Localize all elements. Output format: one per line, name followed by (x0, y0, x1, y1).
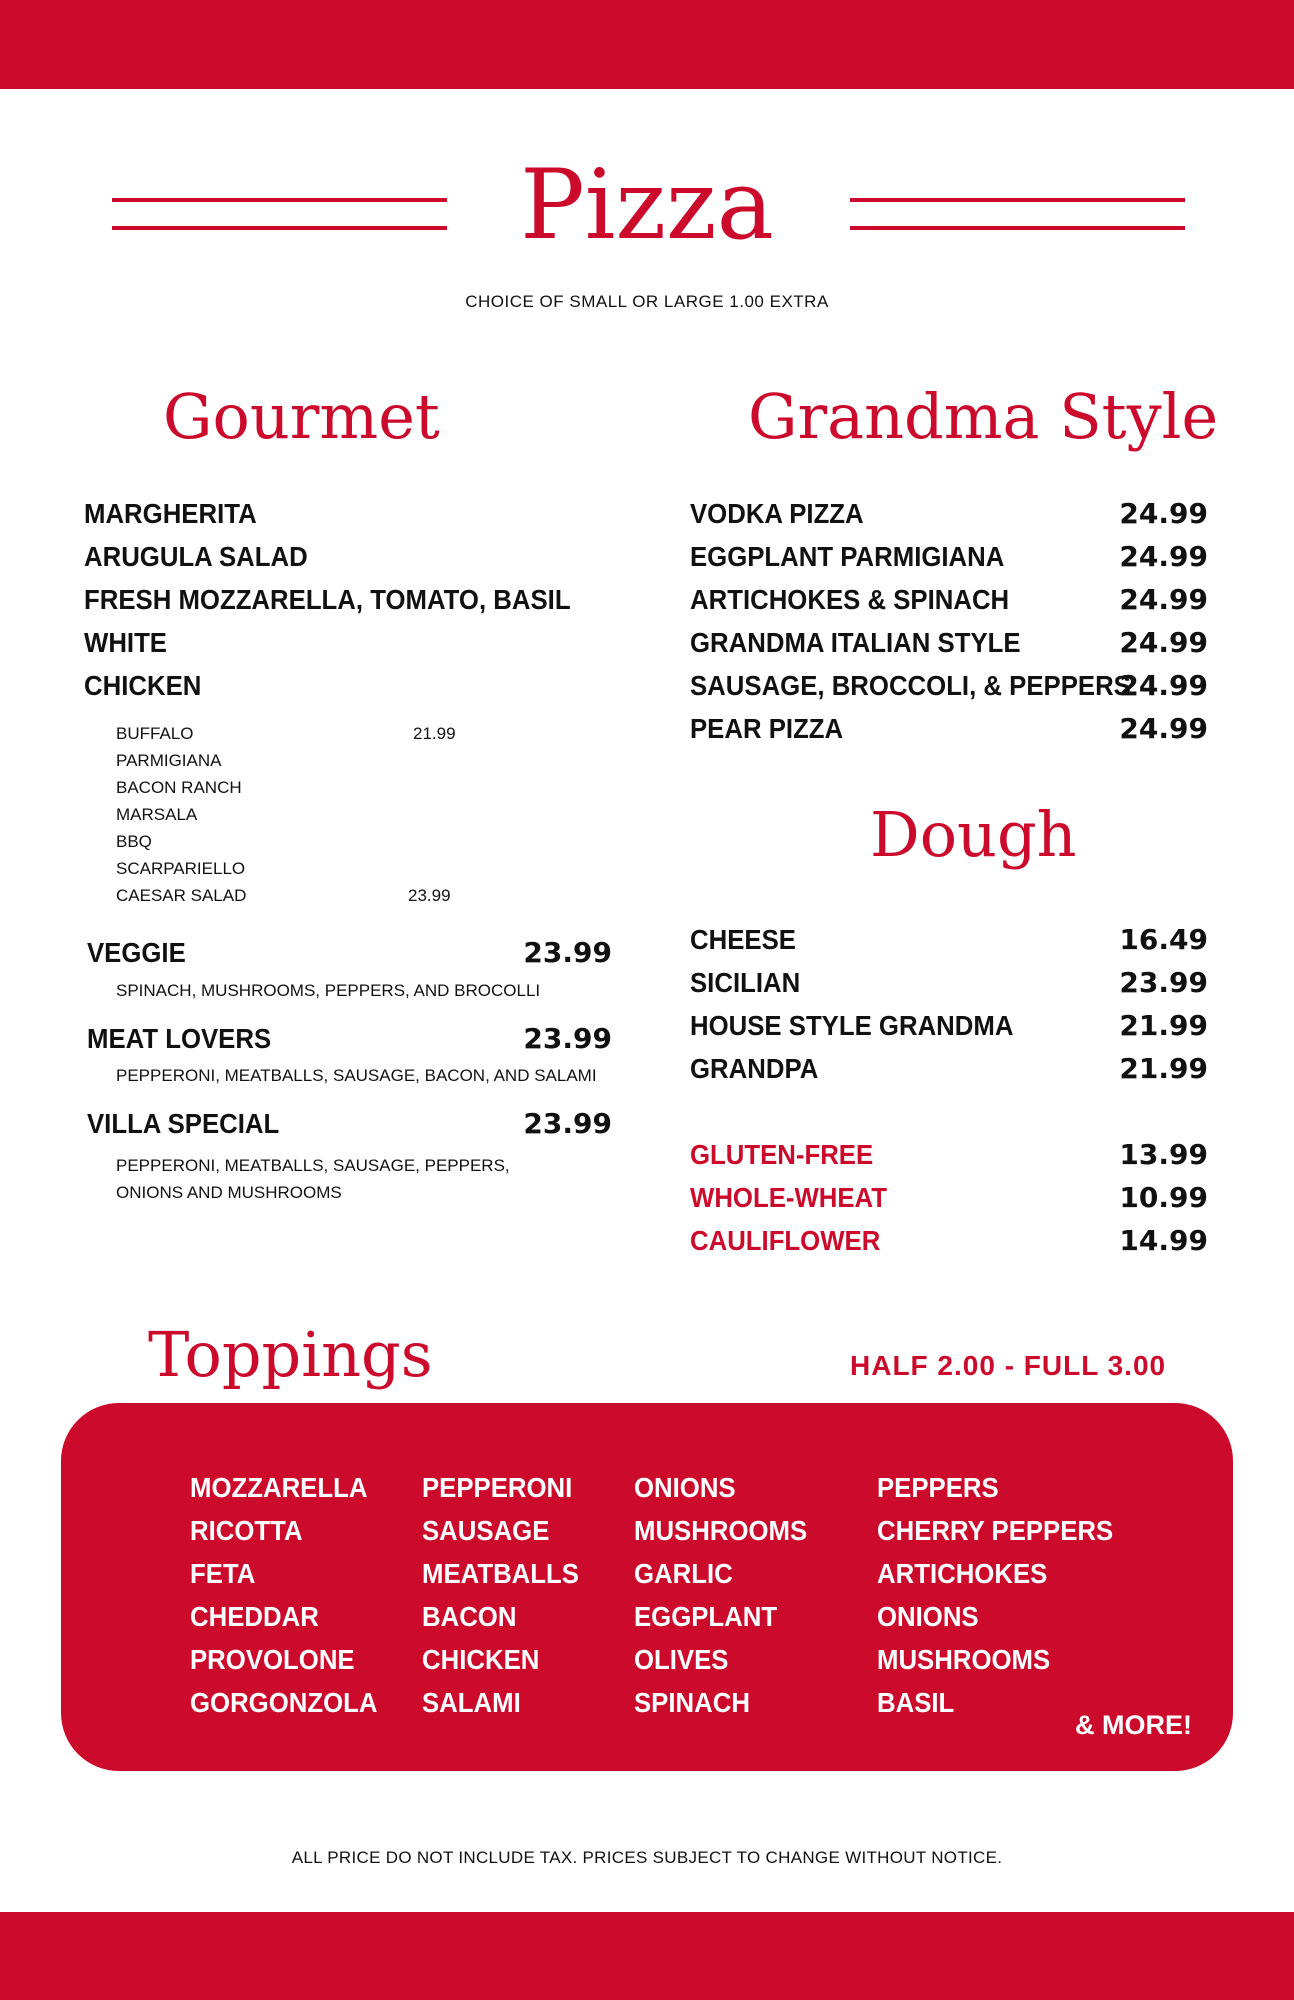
topping-item: BASIL (877, 1687, 955, 1718)
toppings-column-veg-1 (634, 1466, 822, 1724)
grandma-price: 24.99 (1119, 712, 1208, 745)
toppings-heading: Toppings (148, 1318, 433, 1391)
chicken-option: BBQ (116, 832, 152, 851)
dough-specialty-item: CAULIFLOWER (690, 1225, 881, 1256)
special-name: VILLA SPECIAL (87, 1108, 280, 1139)
chicken-option: MARSALA (116, 805, 198, 824)
dough-item: GRANDPA (690, 1053, 819, 1084)
topping-item: MUSHROOMS (634, 1515, 808, 1546)
gourmet-item: WHITE (84, 627, 168, 658)
dough-specialty-price: 13.99 (1119, 1138, 1208, 1171)
topping-item: BACON (422, 1601, 517, 1632)
gourmet-item: ARUGULA SALAD (84, 541, 308, 572)
grandma-item: ARTICHOKES & SPINACH (690, 584, 1010, 615)
grandma-heading: Grandma Style (748, 380, 1219, 453)
chicken-option: PARMIGIANA (116, 751, 222, 770)
grandma-price: 24.99 (1119, 583, 1208, 616)
gourmet-item: MARGHERITA (84, 498, 257, 529)
dough-item: CHEESE (690, 924, 796, 955)
topping-item: PROVOLONE (190, 1644, 355, 1675)
special-description: PEPPERONI, MEATBALLS, SAUSAGE, BACON, AND SALAMI (116, 1066, 597, 1085)
chicken-option-price: 21.99 (413, 724, 456, 743)
grandma-item: GRANDMA ITALIAN STYLE (690, 627, 1021, 658)
subtitle: CHOICE OF SMALL OR LARGE 1.00 EXTRA (465, 292, 829, 311)
chicken-option: BUFFALO (116, 724, 194, 743)
grandma-item: PEAR PIZZA (690, 713, 844, 744)
gourmet-item: FRESH MOZZARELLA, TOMATO, BASIL (84, 584, 571, 615)
grandma-item: EGGPLANT PARMIGIANA (690, 541, 1005, 572)
chicken-option: SCARPARIELLO (116, 859, 246, 878)
bottom-band (0, 1912, 1294, 2000)
dough-specialty-item: GLUTEN-FREE (690, 1139, 874, 1170)
chicken-option: BACON RANCH (116, 778, 242, 797)
chicken-option-price: 23.99 (408, 886, 451, 905)
special-name: MEAT LOVERS (87, 1023, 272, 1054)
topping-item: PEPPERS (877, 1472, 999, 1503)
special-price: 23.99 (523, 936, 612, 969)
page-title: Pizza (520, 149, 774, 261)
topping-item: RICOTTA (190, 1515, 303, 1546)
special-description: SPINACH, MUSHROOMS, PEPPERS, AND BROCOLLI (116, 981, 541, 1000)
dough-specialty-item: WHOLE-WHEAT (690, 1182, 887, 1213)
topping-item: CHICKEN (422, 1644, 540, 1675)
toppings-column-veg-2 (877, 1466, 1134, 1724)
more-toppings-note: & MORE! (1075, 1710, 1192, 1740)
gourmet-item: CHICKEN (84, 670, 202, 701)
dough-item: SICILIAN (690, 967, 801, 998)
topping-item: ONIONS (634, 1472, 736, 1503)
grandma-item: SAUSAGE, BROCCOLI, & PEPPERS (690, 670, 1131, 701)
top-band (0, 0, 1294, 89)
toppings-column-cheese (190, 1466, 394, 1724)
chicken-option: CAESAR SALAD (116, 886, 247, 905)
grandma-price: 24.99 (1119, 497, 1208, 530)
topping-item: FETA (190, 1558, 256, 1589)
topping-item: EGGPLANT (634, 1601, 778, 1632)
topping-item: GORGONZOLA (190, 1687, 378, 1718)
special-price: 23.99 (523, 1107, 612, 1140)
topping-item: PEPPERONI (422, 1472, 573, 1503)
topping-item: CHERRY PEPPERS (877, 1515, 1114, 1546)
grandma-item: VODKA PIZZA (690, 498, 864, 529)
special-price: 23.99 (523, 1022, 612, 1055)
dough-price: 21.99 (1119, 1052, 1208, 1085)
toppings-pricing: HALF 2.00 - FULL 3.00 (850, 1350, 1167, 1381)
grandma-price: 24.99 (1119, 669, 1208, 702)
special-name: VEGGIE (87, 937, 186, 968)
dough-price: 16.49 (1119, 923, 1208, 956)
dough-specialty-price: 14.99 (1119, 1224, 1208, 1257)
topping-item: GARLIC (634, 1558, 733, 1589)
topping-item: ARTICHOKES (877, 1558, 1048, 1589)
dough-price: 23.99 (1119, 966, 1208, 999)
grandma-price: 24.99 (1119, 626, 1208, 659)
special-description: PEPPERONI, MEATBALLS, SAUSAGE, PEPPERS, (116, 1156, 510, 1175)
dough-price: 21.99 (1119, 1009, 1208, 1042)
dough-specialty-price: 10.99 (1119, 1181, 1208, 1214)
topping-item: MEATBALLS (422, 1558, 579, 1589)
footer-disclaimer: ALL PRICE DO NOT INCLUDE TAX. PRICES SUBJECT TO CHANGE WITHOUT NOTICE. (291, 1848, 1003, 1867)
toppings-column-meat (422, 1466, 593, 1724)
topping-item: OLIVES (634, 1644, 729, 1675)
topping-item: MOZZARELLA (190, 1472, 368, 1503)
topping-item: SALAMI (422, 1687, 521, 1718)
gourmet-heading: Gourmet (163, 380, 440, 453)
topping-item: CHEDDAR (190, 1601, 319, 1632)
dough-heading: Dough (870, 798, 1077, 871)
topping-item: ONIONS (877, 1601, 979, 1632)
special-description: ONIONS AND MUSHROOMS (116, 1183, 342, 1202)
topping-item: MUSHROOMS (877, 1644, 1051, 1675)
grandma-price: 24.99 (1119, 540, 1208, 573)
dough-item: HOUSE STYLE GRANDMA (690, 1010, 1014, 1041)
topping-item: SPINACH (634, 1687, 750, 1718)
topping-item: SAUSAGE (422, 1515, 550, 1546)
